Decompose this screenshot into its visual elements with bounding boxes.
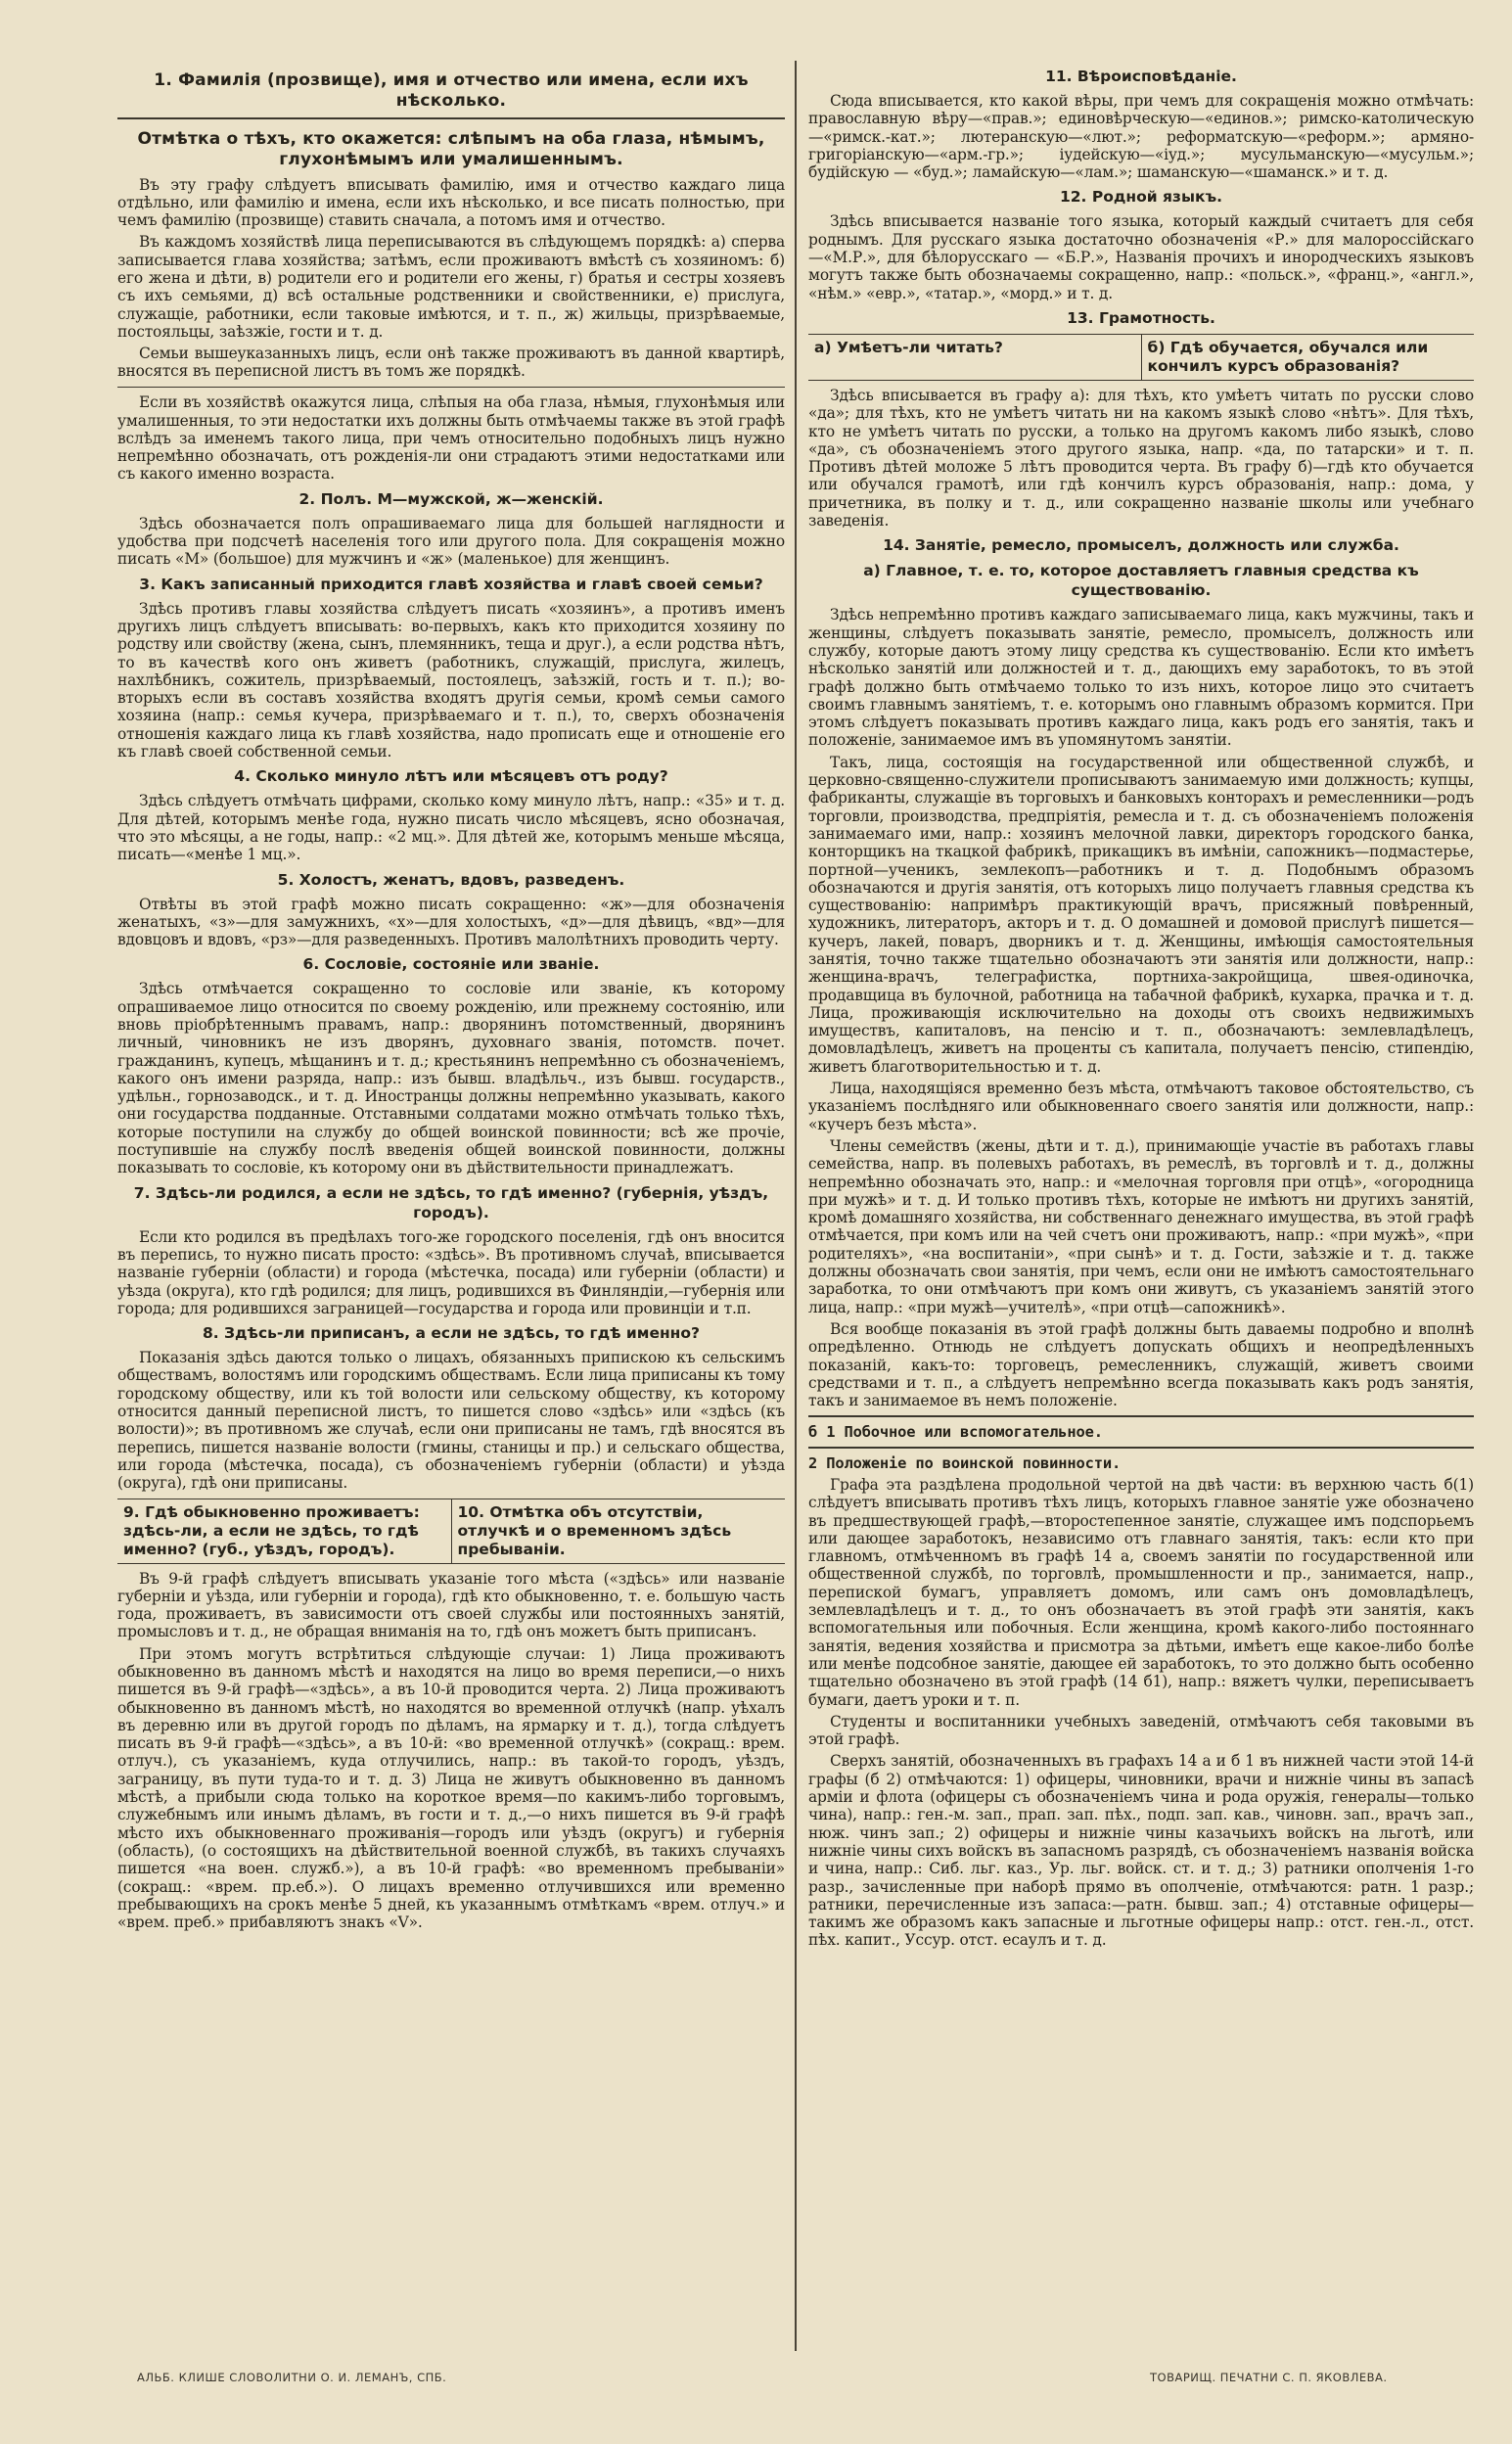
section-8-title: 8. Здѣсь-ли приписанъ, а если не здѣсь, то гдѣ именно? [202,1324,701,1343]
paragraph: Здѣсь отмѣчается сокращенно то сословіе или званіе, къ которому опрашиваемое лицо относится по своему рожденію, или прежнему состоянію, или вновь пріобрѣтеннымъ правамъ, напр.: дворянинъ потомственный, дворянинъ личный, чиновникъ не изъ дворянъ, духовнаго званія, потомств. почет. гражданинъ, купецъ, мѣщанинъ и т. д.; крестьянинъ непремѣнно съ обозначеніемъ, какого онъ имени разряда, напр.: изъ бывш. владѣльч., изъ бывш. государств., удѣльн., горнозаводск., и т. д. Иностранцы должны непремѣнно указывать, какого они государства подданные. Отставными солдатами можно отмѣчать только тѣхъ, которые поступили на службу до общей воинской повинности; всѣ же прочіе, поступившіе на службу послѣ введенія общей воинской повинности, должны показывать то сословіе, къ которому они въ дѣйствительности принадлежатъ. [117,980,785,1177]
section-14b1-title: б 1 Побочное или вспомогательное. [808,1422,1103,1441]
paragraph: Сюда вписывается, кто какой вѣры, при чемъ для сокращенія можно отмѣчать: православную вѣру—«прав.»; единовѣрческую—«единов.»; римско-католическую—«римск.-кат.»; лютеранскую—«лют.»; реформатскую—«реформ.»; армяно-григоріанскую—«арм.-гр.»; іудейскую—«іуд.»; мусульманскую—«мусульм.»; будійскую — «буд.»; ламайскую—«лам.»; шаманскую—«шаманск.» и т. д. [808,92,1474,182]
divider [808,1447,1474,1449]
right-column [808,61,1474,2361]
section-1-title: 1. Фамилія (прозвище), имя и отчество или имена, если ихъ нѣсколько. [154,70,749,111]
section-13a-title: а) Умѣетъ-ли читать? [814,338,1003,356]
section-13-title: 13. Грамотность. [1067,308,1215,327]
section-14b2-title: 2 Положеніе по воинской повинности. [808,1453,1122,1472]
section-14-title: 14. Занятіе, ремесло, промыселъ, должность или служба. [883,536,1399,555]
blind-mark-title: Отмѣтка о тѣхъ, кто окажется: слѣпымъ на оба глаза, нѣмымъ, глухонѣмымъ или умалишеннымъ. [137,128,765,169]
paragraph: Здѣсь непремѣнно противъ каждаго записываемаго лица, какъ мужчины, такъ и женщины, слѣдуетъ показывать занятіе, ремесло, промыселъ, должность или службу, которые даютъ этому лицу средства къ существованію. Если кто имѣетъ нѣсколько занятій или должностей и т. д., дающихъ ему заработокъ, то въ этой графѣ должно быть отмѣчаемо только то изъ нихъ, которое лицо это считаетъ своимъ главнымъ занятіемъ, т. е. которымъ оно главнымъ образомъ кормится. При этомъ слѣдуетъ показывать противъ каждаго лица, какъ родъ его занятія, такъ и положеніе, занимаемое имъ въ упомянутомъ занятіи. [808,606,1474,750]
section-3-title: 3. Какъ записанный приходится главѣ хозяйства и главѣ своей семьи? [139,575,763,593]
paragraph: Лица, находящіяся временно безъ мѣста, отмѣчаютъ таковое обстоятельство, съ указаніемъ послѣдняго или обыкновеннаго своего занятія или должности, напр.: «кучеръ безъ мѣста». [808,1080,1474,1133]
paragraph: Студенты и воспитанники учебныхъ заведеній, отмѣчаютъ себя таковыми въ этой графѣ. [808,1712,1474,1749]
paragraph: Члены семействъ (жены, дѣти и т. д.), принимающіе участіе въ работахъ главы семейства, напр. въ полевыхъ работахъ, въ ремеслѣ, въ торговлѣ и т. д., должны непремѣнно обозначать это, напр.: и «мелочная торговля при отцѣ», «огородница при мужѣ» и т. д. И только противъ тѣхъ, которые не имѣютъ ни другихъ занятій, кромѣ домашняго хозяйства, ни собственнаго денежнаго имущества, въ этой графѣ отмѣчается, при комъ или на чей счетъ они проживаютъ, напр.: «при мужѣ», «при родителяхъ», «на воспитаніи», «при сынѣ» и т. д. Гости, заѣзжіе и т. д. также должны обозначать свои занятія, при чемъ, если они не имѣютъ самостоятельнаго заработка, то они отмѣчаютъ при комъ они живутъ, съ указаніемъ занятій этого лица, напр.: «при мужѣ—учителѣ», «при отцѣ—сапожникѣ». [808,1136,1474,1316]
printer-credit-left: АЛЬБ. КЛИШЕ СЛОВОЛИТНИ О. И. ЛЕМАНЪ, СПБ. [137,2371,447,2384]
section-9-title: 9. Гдѣ обыкновенно проживаетъ: здѣсь-ли, а если не здѣсь, то гдѣ именно? (губ., уѣздъ, городъ). [123,1502,420,1558]
paragraph: При этомъ могутъ встрѣтиться слѣдующіе случаи: 1) Лица проживаютъ обыкновенно въ данномъ мѣстѣ и находятся на лицо во время переписи,—о нихъ пишется въ 9-й графѣ—«здѣсь», а въ 10-й проводится черта. 2) Лица проживаютъ обыкновенно въ данномъ мѣстѣ, но находятся во временной отлучкѣ (напр. уѣхалъ въ деревню или въ другой городъ по дѣламъ, на ярмарку и т. д.), тогда слѣдуетъ писать въ 9-й графѣ—«здѣсь», а въ 10-й: «во временной отлучкѣ» (сокращ.: врем. отлуч.), съ указаніемъ, куда отлучились, напр.: въ такой-то городъ, уѣздъ, заграницу, въ пути туда-то и т. д. 3) Лица не живутъ обыкновенно въ данномъ мѣстѣ, а прибыли сюда только на короткое время—по какимъ-либо торговымъ, служебнымъ или инымъ дѣламъ, въ гости и т. д.,—о нихъ пишется въ 9-й графѣ мѣсто ихъ обыкновеннаго проживанія—городъ или уѣздъ (округъ) и губернія (область), (о состоящихъ на дѣйствительной военной службѣ, въ такихъ случаяхъ пишется «на воен. служб.»), а въ 10-й графѣ: «во временномъ пребываніи» (сокращ.: «врем. пр.еб.»). О лицахъ временно отлучившихся или временно пребывающихъ на срокъ менѣе 5 дней, къ указаннымъ отмѣткамъ «врем. отлуч.» и «врем. преб.» прибавляютъ знакъ «V». [117,1644,785,1932]
paragraph: Графа эта раздѣлена продольной чертой на двѣ части: въ верхнюю часть б(1) слѣдуетъ вписывать противъ тѣхъ лицъ, которыхъ главное занятіе уже обозначено въ предшествующей графѣ,—второстепенное занятіе, служащее имъ подспорьемъ или дающее заработокъ, независимо отъ главнаго занятія, такъ: если кто при главномъ, отмѣченномъ въ графѣ 14 а, своемъ занятіи по государственной или общественной службѣ, по торговлѣ, промышленности и пр., занимается, напр., перепиской бумагъ, управляетъ домомъ, или самъ онъ домовладѣлецъ, землевладѣлецъ и т. д., то онъ обозначаетъ въ этой графѣ эти занятія, какъ вспомогательныя или побочныя. Если женщина, кромѣ какого-либо постояннаго занятія, ведения хозяйства и присмотра за дѣтьми, имѣетъ еще какое-либо болѣе или менѣе подсобное занятіе, дающее ей заработокъ, то это должно быть особенно тщательно обозначено въ этой графѣ (14 б1), напр.: вяжетъ чулки, переписываетъ бумаги, даетъ уроки и т. п. [808,1476,1474,1709]
section-10-title: 10. Отмѣтка объ отсутствіи, отлучкѣ и о временномъ здѣсь пребываніи. [451,1499,786,1563]
section-6-title: 6. Сословіе, состояніе или званіе. [302,955,600,974]
paragraph: Въ каждомъ хозяйствѣ лица переписываются въ слѣдующемъ порядкѣ: а) сперва записывается глава хозяйства; затѣмъ, если проживаютъ вмѣстѣ съ хозяиномъ: б) его жена и дѣти, в) родители его и родители его жены, г) братья и сестры хозяевъ съ ихъ семьями, д) всѣ остальные родственники и свойственники, е) прислуга, служащіе, работники, если таковые имѣются, и т. п., ж) жильцы, призрѣваемые, постояльцы, заѣзжіе, гости и т. д. [117,233,785,341]
paragraph: Здѣсь вписывается названіе того языка, который каждый считаетъ для себя роднымъ. Для русскаго языка достаточно обозначенія «Р.» для малороссійскаго—«М.Р.», для бѣлорусскаго — «Б.Р.», Названія прочихъ и инородческихъ языковъ могутъ также быть обозначаемы сокращенно, напр.: «польск.», «франц.», «англ.», «нѣм.» «евр.», «татар.», «морд.» и т. д. [808,212,1474,302]
paragraph: Отвѣты въ этой графѣ можно писать сокращенно: «ж»—для обозначенія женатыхъ, «з»—для замужнихъ, «х»—для холостыхъ, «д»—для дѣвицъ, «вд»—для вдовцовъ и вдовъ, «рз»—для разведенныхъ. Противъ малолѣтнихъ проводить черту. [117,895,785,949]
paragraph: Здѣсь противъ главы хозяйства слѣдуетъ писать «хозяинъ», а противъ именъ другихъ лицъ слѣдуетъ вписывать: во-первыхъ, какъ кто приходится хозяину по родству или свойству (жена, сынъ, племянникъ, теща и друг.), а если родства нѣтъ, то въ качествѣ кого онъ живетъ (работникъ, служащій, прислуга, жилецъ, нахлѣбникъ, сожитель, призрѣваемый, постоялецъ, заѣзжій, гость и т. п.); во-вторыхъ если въ составъ хозяйства входятъ другія семьи, кромѣ семьи самого хозяина (напр.: семья кучера, призрѣваемаго и т. п.), то, сверхъ обозначенія отношенія каждаго лица къ главѣ хозяйства, надо прописать еще и отношеніе его къ главѣ своей собственной семьи. [117,599,785,761]
paragraph: Здѣсь вписывается въ графу а): для тѣхъ, кто умѣетъ читать по русски слово «да»; для тѣхъ, кто не умѣетъ читать ни на какомъ языкѣ слово «нѣтъ». Для тѣхъ, кто не умѣетъ читать по русски, а только на другомъ какомъ либо языкѣ, слово «да», съ обозначеніемъ этого другого языка, напр. «да, по татарски» и т. п. Противъ дѣтей моложе 5 лѣтъ проводится черта. Въ графу б)—гдѣ кто обучается или обучался грамотѣ, или гдѣ кончилъ курсъ образованія, напр.: дома, у причетника, въ полку и т. д., или сокращенно названіе школы или учебнаго заведенія. [808,386,1474,530]
divider [117,117,785,119]
section-11-title: 11. Вѣроисповѣданіе. [1045,68,1237,85]
paragraph: Сверхъ занятій, обозначенныхъ въ графахъ 14 а и б 1 въ нижней части этой 14-й графы (б 2) отмѣчаются: 1) офицеры, чиновники, врачи и нижніе чины въ запасѣ арміи и флота (офицеры съ обозначеніемъ чина и рода оружія, генералы—только чина), напр.: ген.-м. зап., прап. зап. пѣх., подп. зап. кав., чиновн. зап., врачъ зап., нюж. чинъ зап.; 2) офицеры и нижніе чины казачьихъ войскъ на льготѣ, или нижніе чины сихъ войскъ въ запасномъ разрядѣ, съ обозначеніемъ названія войска и чина, напр.: Сиб. льг. каз., Ур. льг. войск. ст. и т. д.; 3) ратники ополченія 1-го разр., зачисленные при наборѣ прямо въ ополченіе, отмѣчаются: ратн. 1 разр.; ратники, перечисленные изъ запаса:—ратн. бывш. зап.; 4) отставные офицеры—такимъ же образомъ какъ запасные и льготные офицеры напр.: отст. ген.-л., отст. пѣх. капит., Уссур. отст. есаулъ и т. д. [808,1752,1474,1950]
paragraph: Въ 9-й графѣ слѣдуетъ вписывать указаніе того мѣста («здѣсь» или названіе губерніи и уѣзда, или губерніи и города), гдѣ кто обыкновенно, т. е. большую часть года, проживаетъ, въ зависимости отъ своей службы или постоянныхъ занятій, промысловъ и т. д., не обращая вниманія на то, гдѣ онъ можетъ быть приписанъ. [117,1569,785,1641]
paragraph: Если въ хозяйствѣ окажутся лица, слѣпыя на оба глаза, нѣмыя, глухонѣмыя или умалишенныя, то эти недостатки ихъ должны быть отмѣчаемы также въ этой графѣ вслѣдъ за именемъ такого лица, при чемъ относительно подобныхъ лицъ нужно непремѣнно обозначать, отъ рожденія-ли они страдаютъ этими недостатками или съ какого именно возраста. [117,393,785,484]
section-2-title: 2. Полъ. М—мужской, ж—женскій. [298,489,604,508]
section-13-subheader [808,334,1474,381]
section-9-10-header [117,1499,785,1564]
printer-credit-right: ТОВАРИЩ. ПЕЧАТНИ С. П. ЯКОВЛЕВА. [1150,2371,1388,2384]
section-14a-title: а) Главное, т. е. то, которое доставляетъ главныя средства къ существованію. [863,562,1419,600]
paragraph: Въ эту графу слѣдуетъ вписывать фамилію, имя и отчество каждаго лица отдѣльно, или фамилію и имена, если ихъ нѣсколько, и все писать полностью, при чемъ фамилію (прозвище) ставить сначала, а потомъ имя и отчество. [117,175,785,230]
section-4-title: 4. Сколько минуло лѣтъ или мѣсяцевъ отъ роду? [234,767,668,786]
left-column [117,61,785,2361]
paragraph: Вся вообще показанія въ этой графѣ должны быть даваемы подробно и вполнѣ опредѣленно. Отнюдь не слѣдуетъ допускать общихъ и неопредѣленныхъ показаній, какъ-то: торговецъ, ремесленникъ, служащій, живетъ своими средствами и т. п., а слѣдуетъ непремѣнно всегда показывать какъ родъ занятія, такъ и занимаемое въ немъ положеніе. [808,1319,1474,1410]
paragraph: Если кто родился въ предѣлахъ того-же городского поселенія, гдѣ онъ вносится въ перепись, то нужно писать просто: «здѣсь». Въ противномъ случаѣ, вписывается названіе губерніи (области) и города (мѣстечка, посада) или губерніи (области) и уѣзда (округа), кто гдѣ родился; для лицъ, родившихся въ Финляндіи,—губернія или города; для родившихся заграницей—государства и города или провинціи и т.п. [117,1227,785,1317]
section-5-title: 5. Холостъ, женатъ, вдовъ, разведенъ. [277,870,625,889]
paragraph: Здѣсь слѣдуетъ отмѣчать цифрами, сколько кому минуло лѣтъ, напр.: «35» и т. д. Для дѣтей, которымъ менѣе года, нужно писать число мѣсяцевъ, ясно обозначая, что это мѣсяцы, а не годы, напр.: «2 мц.». Для дѣтей же, которымъ меньше мѣсяца, писать—«менѣе 1 мц.». [117,792,785,864]
paragraph: Семьи вышеуказанныхъ лицъ, если онѣ также проживаютъ въ данной квартирѣ, вносятся въ переписной листъ въ томъ же порядкѣ. [117,345,785,381]
divider [117,387,785,389]
section-13b-title: б) Гдѣ обучается, обучался или кончилъ курсъ образованія? [1141,335,1475,380]
section-12-title: 12. Родной языкъ. [1059,188,1223,207]
divider [808,1415,1474,1417]
paragraph: Такъ, лица, состоящія на государственной или общественной службѣ, и церковно-священно-служители прописываютъ занимаемую ими должность; купцы, фабриканты, служащіе въ торговыхъ и банковыхъ конторахъ и ремесленники—родъ торговли, производства, предпріятія, ремесла и т. д. съ обозначеніемъ положенія занимаемаго ими, напр.: хозяинъ мелочной лавки, директоръ городского банка, конторщикъ на ткацкой фабрикѣ, прикащикъ въ имѣніи, сапожникъ—подмастерье, портной—ученикъ, землекопъ—работникъ и т. д. Подобнымъ образомъ обозначаются и другія занятія, отъ которыхъ лицо получаетъ главныя средства къ существованію: напримѣръ практикующій врачъ, присяжный повѣренный, художникъ, литераторъ, акторъ и т. д. О домашней и домовой прислугѣ пишется—кучеръ, лакей, поваръ, дворникъ и т. д. Женщины, имѣющія самостоятельныя занятія, точно также тщательно обозначаютъ эти занятія или должности, напр.: женщина-врачъ, телеграфистка, портниха-закройщица, швея-одиночка, продавщица въ булочной, работница на табачной фабрикѣ, кухарка, прачка и т. д. Лица, проживающія исключительно на доходы отъ своихъ недвижимыхъ имуществъ, капиталовъ, на пенсію и т. п., обозначаютъ: землевладѣлецъ, домовладѣлецъ, живетъ на проценты съ капитала, получаетъ пенсію, стипендію, живетъ благотворительностью и т. д. [808,753,1474,1076]
section-7-title: 7. Здѣсь-ли родился, а если не здѣсь, то гдѣ именно? (губернія, уѣздъ, городъ). [133,1183,769,1222]
column-divider [795,61,797,2351]
paragraph: Показанія здѣсь даются только о лицахъ, обязанныхъ припискою къ сельскимъ обществамъ, волостямъ или городскимъ обществамъ. Если лица приписаны къ тому городскому обществу, или къ той волости или сельскому обществу, къ которому относится данный переписной листъ, то пишется слово «здѣсь» или «здѣсь (къ волости)»; въ противномъ же случаѣ, если они приписаны не тамъ, гдѣ вносятся въ перепись, пишется названіе волости (гмины, станицы и пр.) и сельскаго общества, или города (мѣстечка, посада), съ обозначеніемъ губерніи (области) и уѣзда (округа), гдѣ они приписаны. [117,1349,785,1493]
paragraph: Здѣсь обозначается полъ опрашиваемаго лица для большей наглядности и удобства при подсчетѣ населенія того или другого пола. Для сокращенія можно писать «М» (большое) для мужчинъ и «ж» (маленькое) для женщинъ. [117,514,785,569]
